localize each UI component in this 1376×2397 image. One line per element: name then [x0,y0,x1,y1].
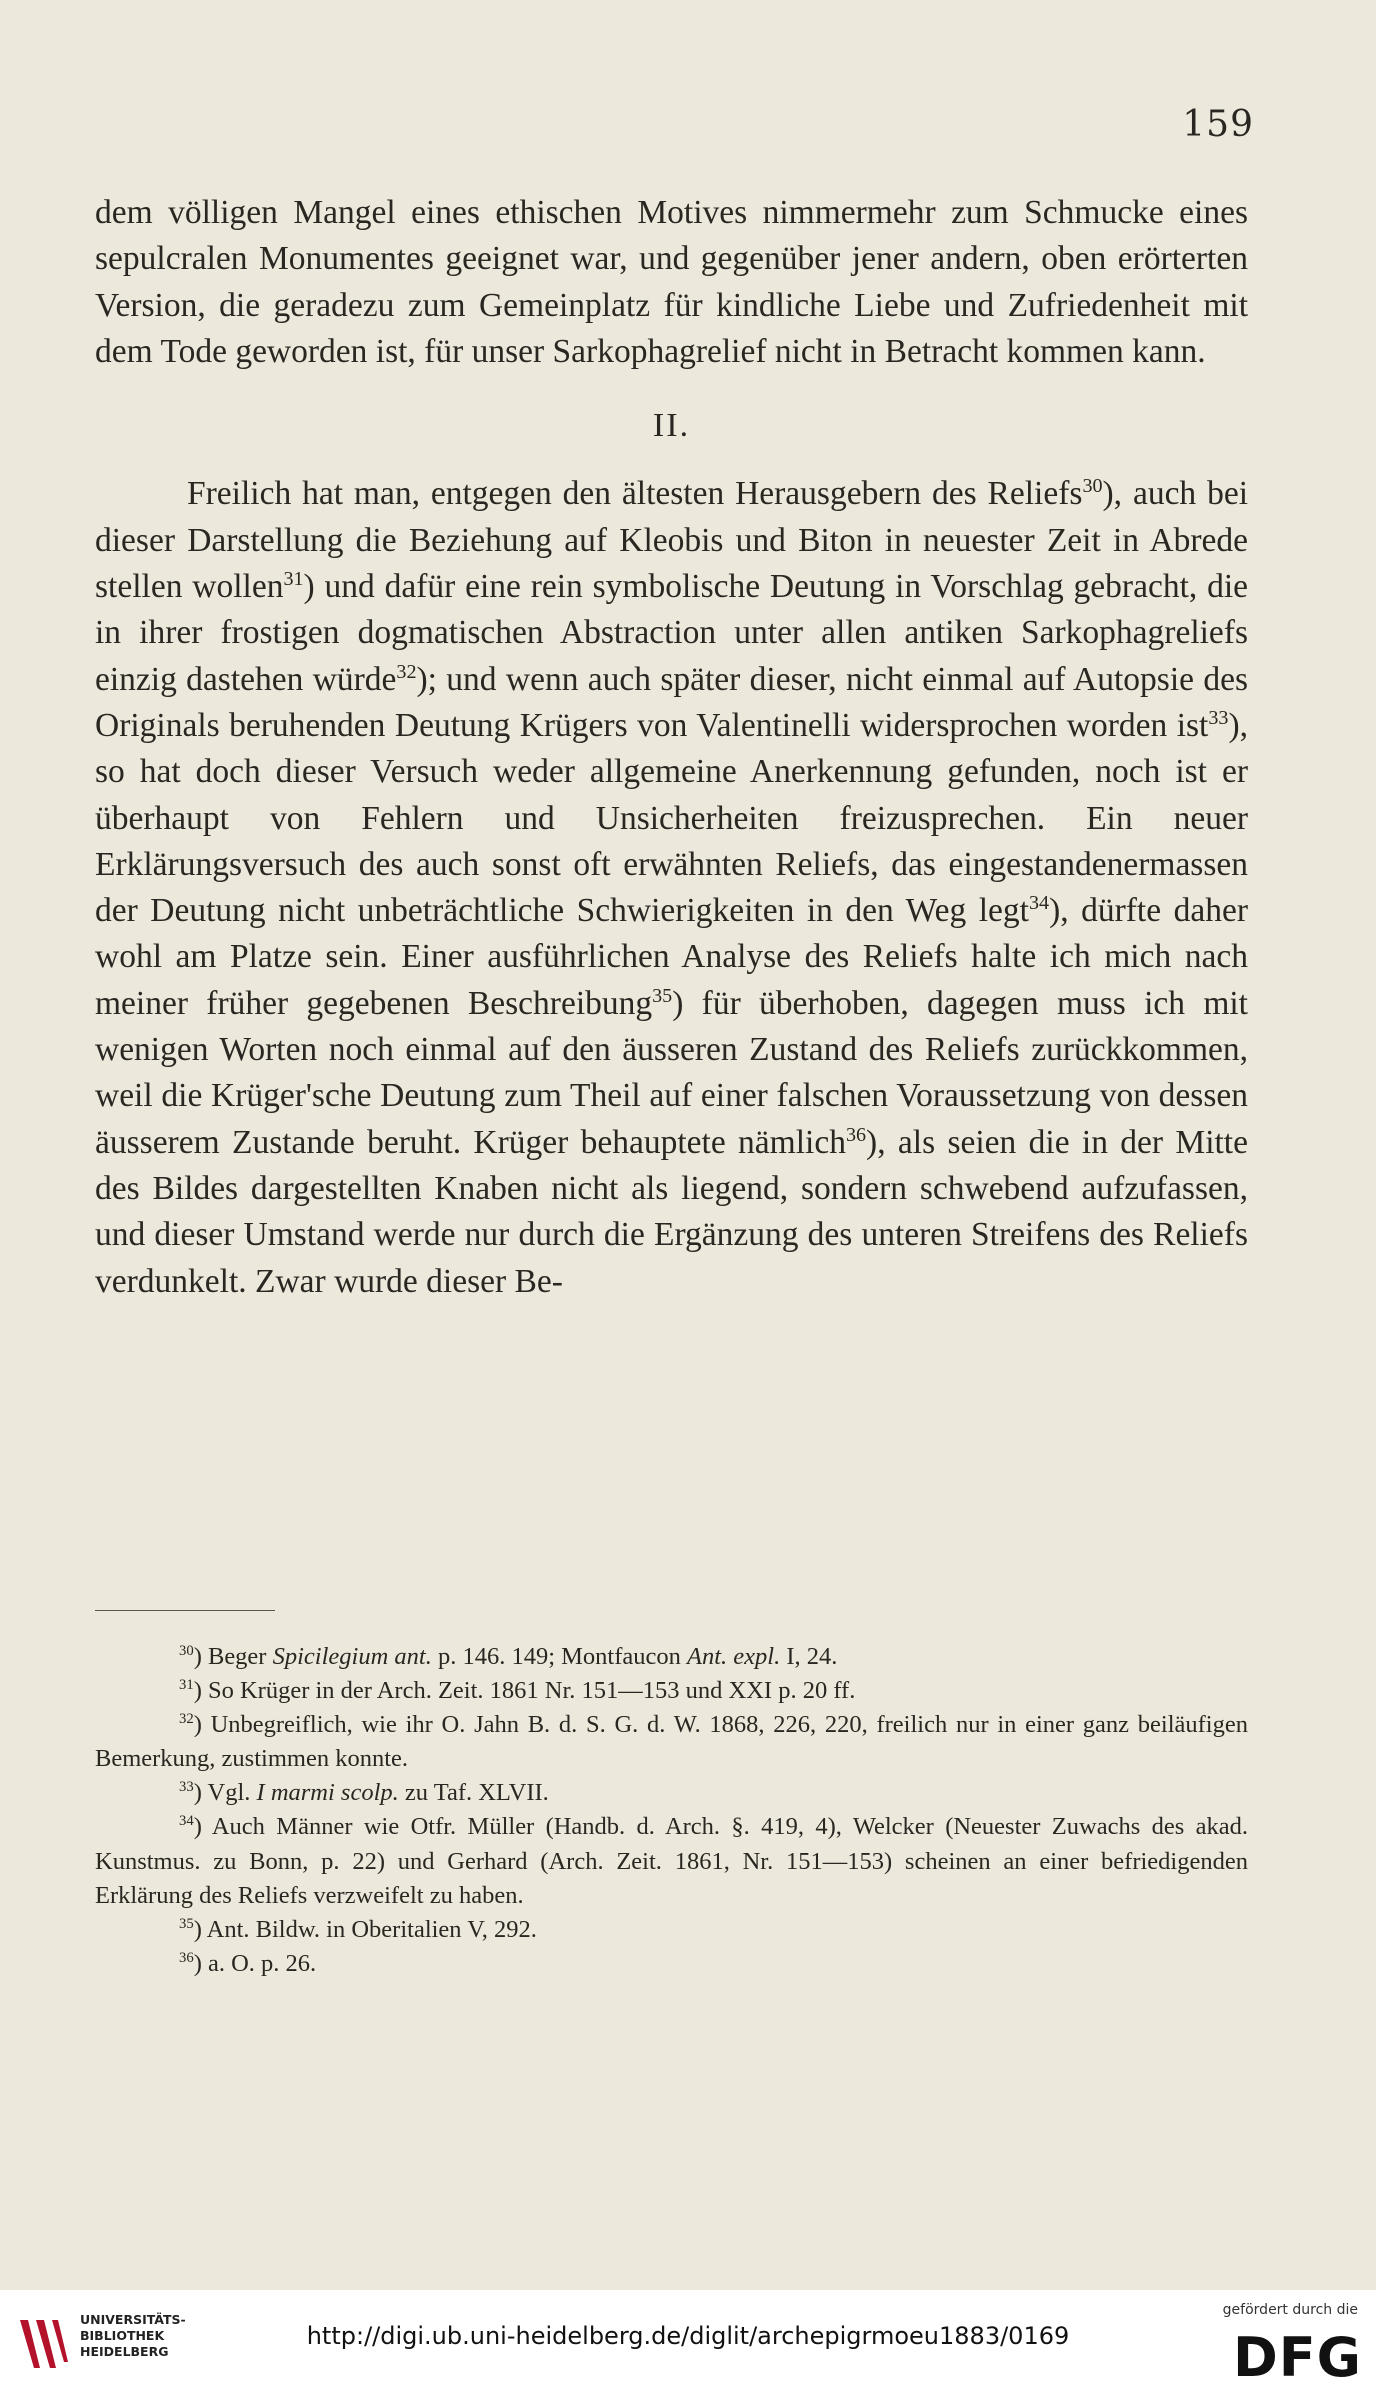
footnote-number: 31 [179,1677,194,1694]
library-name-line: BIBLIOTHEK [80,2328,165,2343]
footnote-ref-32[interactable]: 32 [396,660,417,683]
section-heading: II. [652,407,691,445]
text-run: ), als seien die in der Mitte des Bildes dargestellten Knaben nicht als liegend, sondern schwebend aufzufassen, und dieser Umstand werde nur durch die Ergänzung des unteren Streifens des Reliefs verdunkelt. Zwar wurde dieser Be- [95,1123,1248,1300]
footnote-30 [95,1640,1248,1674]
footnote-title: I marmi scolp. [256,1779,399,1807]
footnote-title: Ant. expl. [687,1643,781,1670]
footnotes [95,1640,1248,1981]
footnote-text: I, 24. [780,1643,838,1670]
funding-note: gefördert durch die [1222,2302,1358,2318]
footnote-text: ) Ant. Bildw. in Oberitalien V, 292. [193,1915,537,1943]
footnote-number: 30 [179,1643,194,1660]
footnote-number: 34 [179,1813,194,1830]
page-number: 159 [1182,104,1254,145]
text-run: ) für überhoben, dagegen muss ich mit wenigen Worten noch einmal auf den äusseren Zustand des Reliefs zurückkommen, weil die Krüger'sche Deutung zum Theil auf einer falschen Voraussetzung von dessen äusserem Zustande beruht. Krüger behauptete nämlich [95,984,1248,1161]
paragraph-2 [95,471,1248,1304]
footnote-text: ) Vgl. [193,1779,257,1807]
footnote-32 [95,1708,1248,1776]
permalink-url[interactable]: http://digi.ub.uni-heidelberg.de/diglit/archepigrmoeu1883/0169 [306,2322,1070,2350]
footnote-number: 33 [179,1779,194,1796]
library-name-line: HEIDELBERG [80,2344,169,2359]
text-run: ), auch bei dieser Darstellung die Beziehung auf Kleobis und Biton in neuester Zeit in Abrede stellen wollen [95,475,1248,606]
footnote-35 [95,1913,1248,1947]
dfg-logo-icon: DFG [1232,2326,1362,2389]
footnote-text: ) So Krüger in der Arch. Zeit. 1861 Nr. 151—153 und XXI p. 20 ff. [193,1677,856,1705]
footnote-ref-35[interactable]: 35 [652,984,673,1007]
text-run: Freilich hat man, entgegen den ältesten Herausgebern des Reliefs [187,475,1083,513]
footnote-text: ) Auch Männer wie Otfr. Müller (Handb. d. Arch. §. 419, 4), Welcker (Neuester Zuwachs des akad. Kunstmus. zu Bonn, p. 22) und Gerhard (Arch. Zeit. 1861, Nr. 151—153) scheinen an einer befriedigenden Erklärung des Reliefs verzweifelt zu haben. [95,1813,1248,1909]
footer-bar [0,2290,1376,2397]
library-name-line: UNIVERSITÄTS- [80,2312,186,2327]
footnote-ref-33[interactable]: 33 [1208,706,1229,729]
text-run: ) und dafür eine rein symbolische Deutung in Vorschlag gebracht, die in ihrer frostigen dogmatischen Abstraction unter allen antiken Sarkophagreliefs einzig dastehen würde [95,568,1248,698]
footnote-text: zu Taf. XLVII. [398,1779,549,1807]
footnote-36 [95,1947,1248,1981]
footnote-31 [95,1674,1248,1708]
footnote-number: 35 [179,1915,194,1932]
footnote-text: ) Unbegreiflich, wie ihr O. Jahn B. d. S. G. d. W. 1868, 226, 220, freilich nur in einer ganz beiläufigen Bemerkung, zustimmen konnte. [95,1711,1248,1773]
footnote-ref-34[interactable]: 34 [1028,892,1050,915]
footnote-ref-31[interactable]: 31 [283,568,304,591]
main-text [95,190,1248,1305]
footnote-text: ) Beger [193,1643,273,1670]
footnote-title: Spicilegium ant. [272,1643,432,1670]
footnote-33 [95,1776,1248,1810]
footnote-text: ) a. O. p. 26. [193,1949,317,1977]
text-run: ); und wenn auch später dieser, nicht einmal auf Autopsie des Originals beruhenden Deutung Krügers von Valentinelli widersprochen worden ist [95,660,1248,744]
text-run: ), so hat doch dieser Versuch weder allgemeine Anerkennung gefunden, noch ist er überhaupt von Fehlern und Unsicherheiten freizusprechen. Ein neuer Erklärungsversuch des auch sonst oft erwähnten Reliefs, das eingestandenermassen der Deutung nicht unbeträchtliche Schwierigkeiten in den Weg legt [95,706,1248,930]
paragraph-1: dem völligen Mangel eines ethischen Motives nimmermehr zum Schmucke eines sepulcralen Monumentes geeignet war, und gegenüber jener andern, oben erörterten Version, die geradezu zum Gemeinplatz für kindliche Liebe und Zufriedenheit mit dem Tode geworden ist, für unser Sarkophagrelief nicht in Betracht kommen kann. [95,194,1248,370]
footnote-number: 32 [179,1711,194,1728]
footnote-divider [95,1610,275,1611]
footnote-34 [95,1810,1248,1912]
footnote-ref-30[interactable]: 30 [1082,475,1103,498]
footnote-number: 36 [179,1950,194,1967]
footnote-text: p. 146. 149; Montfaucon [431,1643,688,1670]
text-run: ), dürfte daher wohl am Platze sein. Einer ausführlichen Analyse des Reliefs halte ich mich nach meiner früher gegebenen Beschreibung [95,892,1248,1022]
footnote-ref-36[interactable]: 36 [845,1123,867,1146]
